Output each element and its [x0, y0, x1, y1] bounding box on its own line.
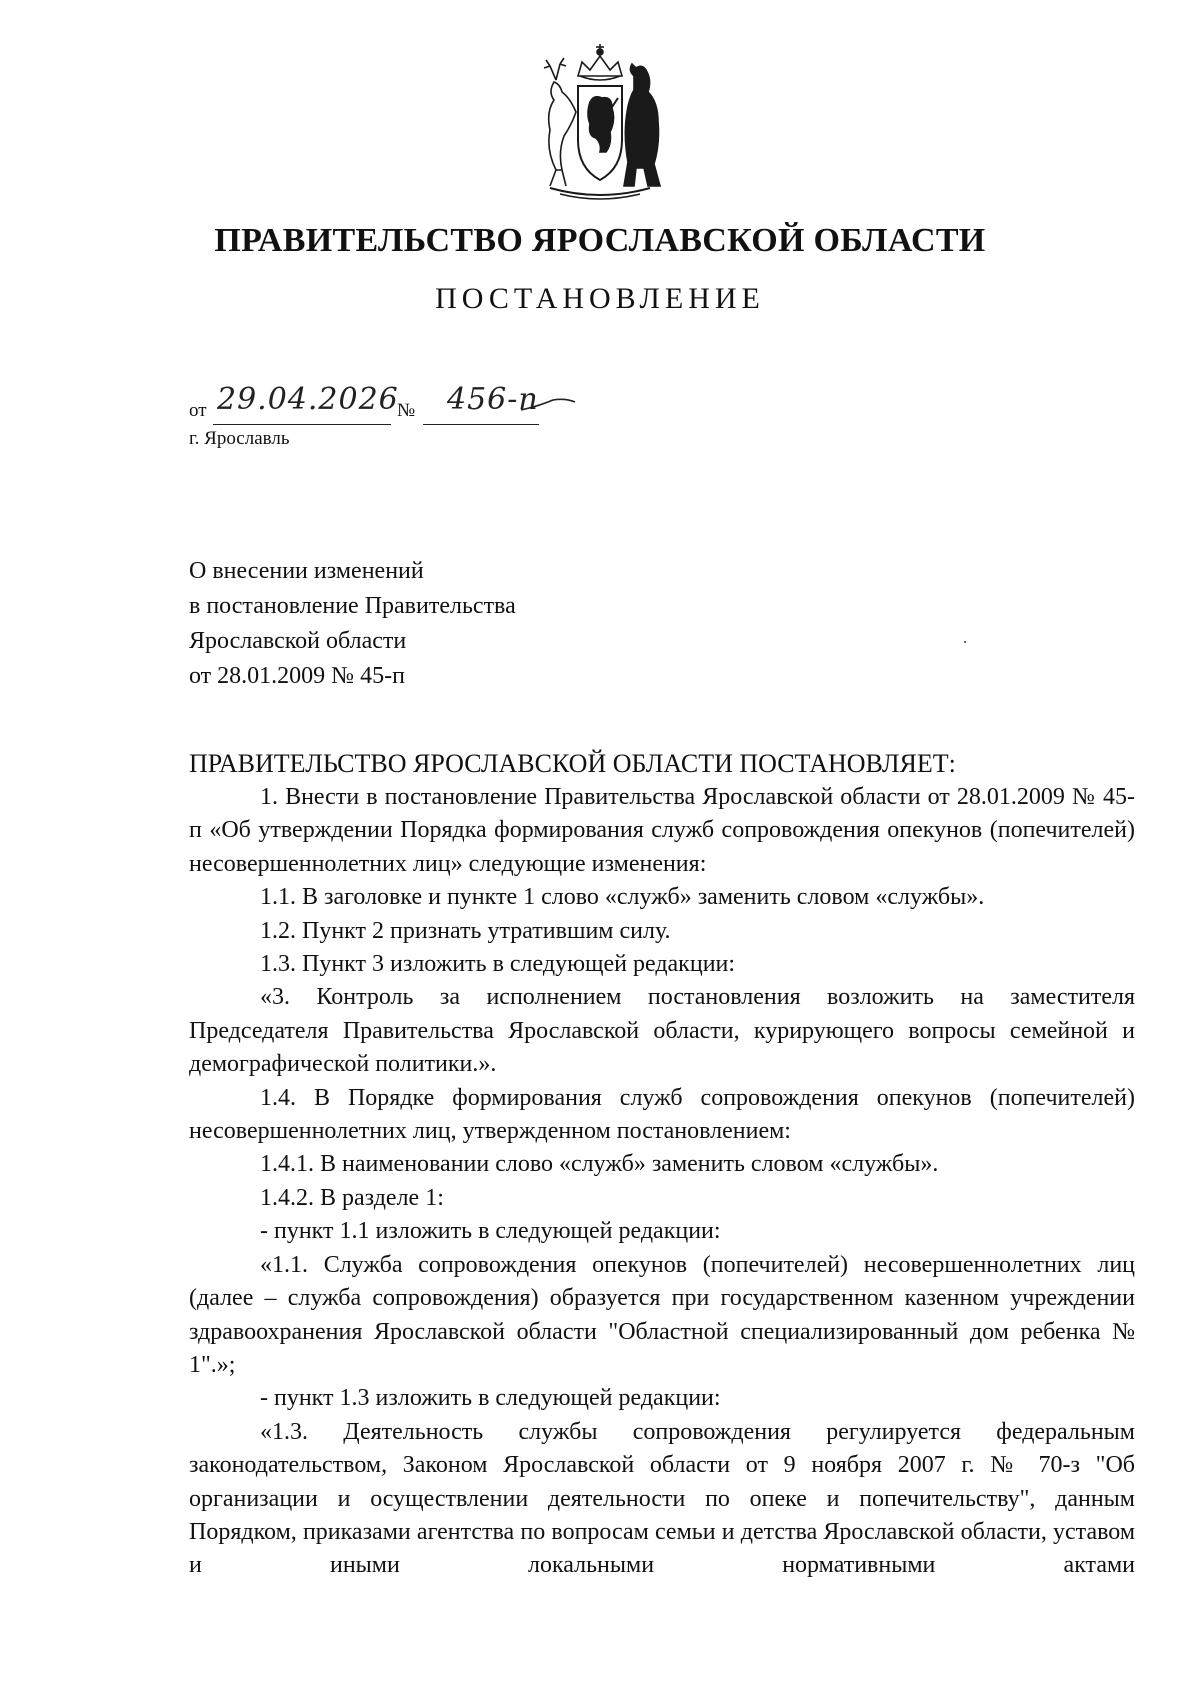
- paragraph: 1.4.1. В наименовании слово «служб» заменить словом «службы».: [260, 1151, 939, 1178]
- city-label: г. Ярославль: [189, 428, 290, 449]
- paragraph: 1.4. В Порядке формирования служб сопровождения опекунов (попечителей) несовершеннолетних лиц, утвержденном постановлением:: [189, 1084, 1135, 1145]
- number-underline: [423, 424, 539, 425]
- subject-line: от 28.01.2009 № 45-п: [189, 663, 405, 689]
- paragraph: 1.3. Пункт 3 изложить в следующей редакции:: [260, 951, 736, 978]
- organization-title: ПРАВИТЕЛЬСТВО ЯРОСЛАВСКОЙ ОБЛАСТИ: [214, 222, 986, 259]
- handwritten-number: 456-п: [447, 382, 539, 417]
- handwritten-stroke: [519, 396, 579, 416]
- document-type-title: ПОСТАНОВЛЕНИЕ: [435, 282, 765, 315]
- decree-line: ПРАВИТЕЛЬСТВО ЯРОСЛАВСКОЙ ОБЛАСТИ ПОСТАНОВЛЯЕТ:: [189, 749, 956, 778]
- subject-block: [189, 554, 516, 694]
- subject-line: Ярославской области: [189, 628, 407, 654]
- scan-speck: [964, 641, 966, 643]
- coat-of-arms-emblem: [520, 40, 680, 205]
- paragraph: 1.4.2. В разделе 1:: [260, 1184, 444, 1211]
- date-number-line: [189, 382, 749, 432]
- paragraph: «1.3. Деятельность службы сопровождения регулируется федеральным законодательством, Законом Ярославской области от 9 ноября 2007 г. № 70-з "Об организации и осуществлении деятельности по опеке и попечительству", данным Порядком, приказами агентства по вопросам семьи и детства Ярославской области, уставом и иными локальными нормативными актами: [189, 1418, 1135, 1579]
- handwritten-date: 29.04.2026: [217, 382, 399, 417]
- paragraph: «3. Контроль за исполнением постановления возложить на заместителя Председателя Правительства Ярославской области, курирующего вопросы семейной и демографической политики.».: [189, 984, 1135, 1078]
- paragraph: 1.1. В заголовке и пункте 1 слово «служб» заменить словом «службы».: [260, 884, 985, 911]
- date-underline: [213, 424, 391, 425]
- subject-line: в постановление Правительства: [189, 593, 516, 619]
- date-prefix: от: [189, 400, 207, 421]
- document-body: [189, 747, 1135, 1583]
- paragraph: «1.1. Служба сопровождения опекунов (попечителей) несовершеннолетних лиц (далее – служба сопровождения) образуется при государственном казенном учреждении здравоохранения Ярославской области "Областной специализированный дом ребенка № 1".»;: [189, 1251, 1135, 1378]
- paragraph: - пункт 1.1 изложить в следующей редакции:: [260, 1218, 721, 1245]
- paragraph: 1. Внести в постановление Правительства Ярославской области от 28.01.2009 № 45-п «Об утверждении Порядка формирования служб сопровождения опекунов (попечителей) несовершеннолетних лиц» следующие изменения:: [189, 784, 1135, 877]
- subject-line: О внесении изменений: [189, 558, 424, 584]
- paragraph: 1.2. Пункт 2 признать утратившим силу.: [260, 917, 671, 944]
- number-prefix: №: [397, 400, 416, 421]
- paragraph: - пункт 1.3 изложить в следующей редакции:: [260, 1385, 721, 1412]
